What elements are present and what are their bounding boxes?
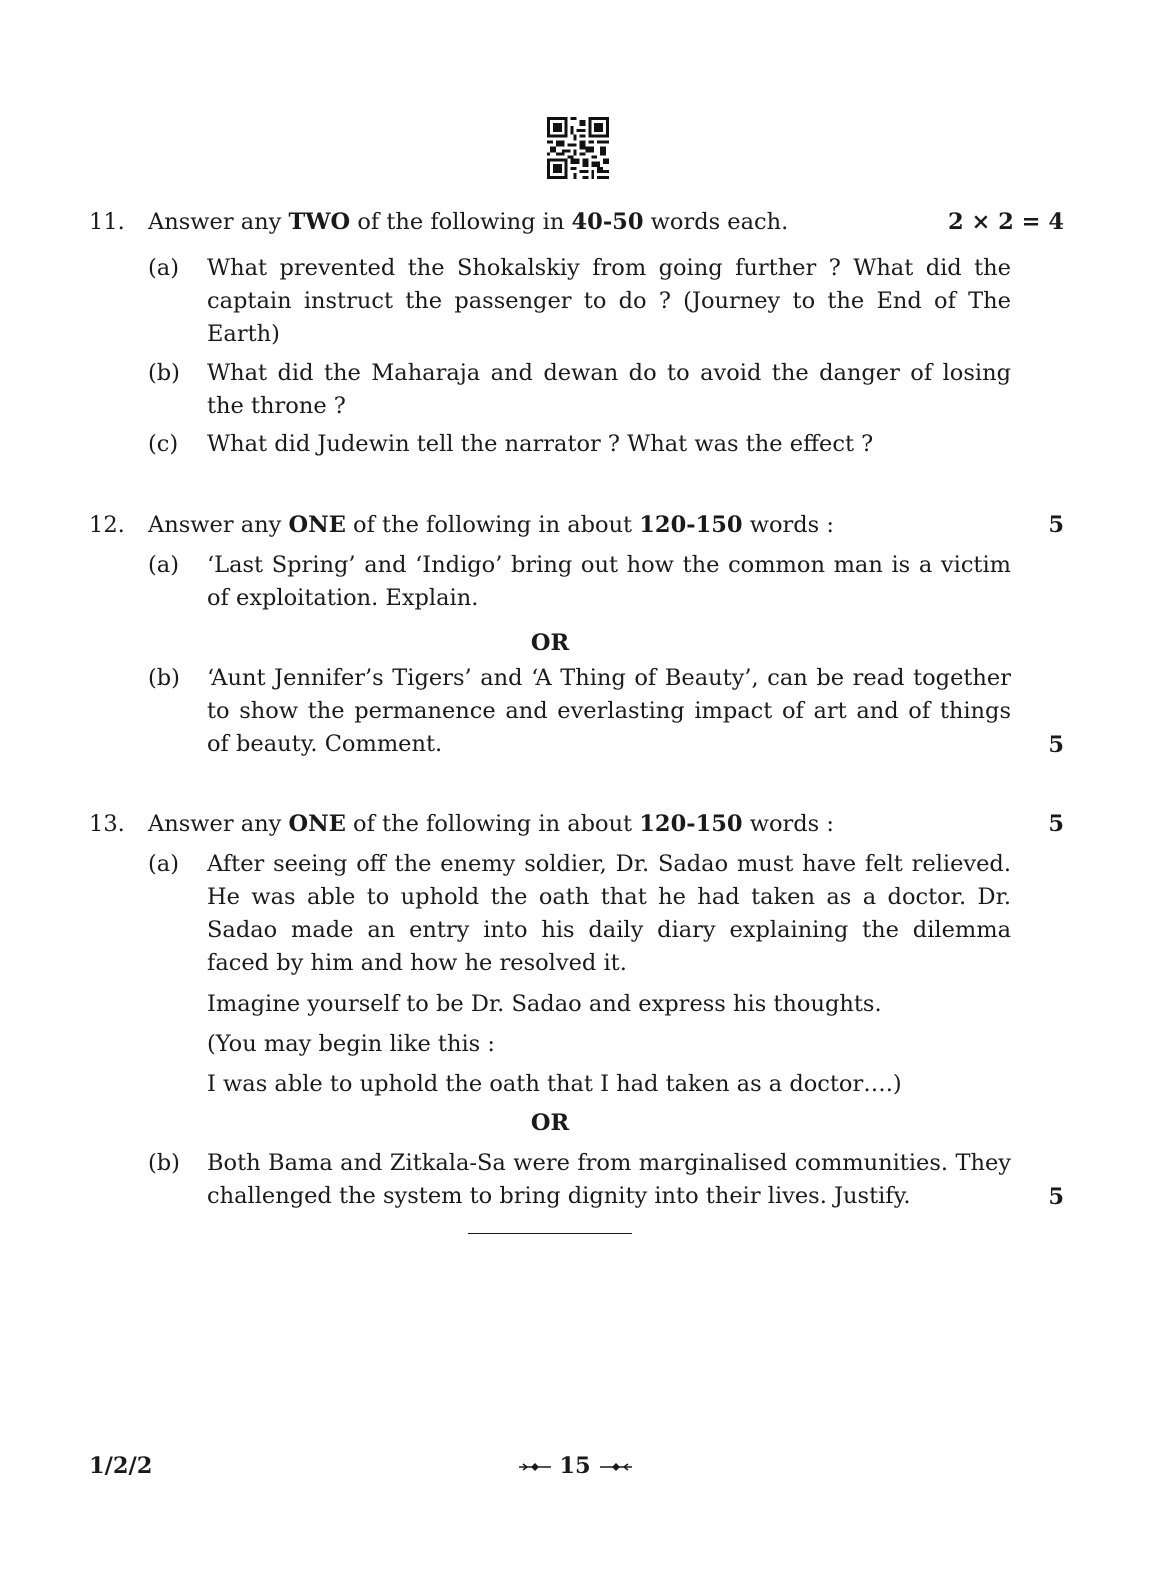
q13-part-b-text: Both Bama and Zitkala-Sa were from marginalised communities. They challenged the system to bring dignity into their lives. Justify.: [207, 1150, 1011, 1209]
q13-or: OR: [530, 1110, 570, 1136]
q11-part-b-label: (b): [148, 360, 180, 386]
q12-or: OR: [530, 630, 570, 656]
q13-part-a-label: (a): [148, 851, 179, 877]
q11-part-c-text: What did Judewin tell the narrator ? What was the effect ?: [207, 431, 874, 457]
q13-number: 13.: [89, 811, 125, 837]
q13-marks: 5: [1048, 811, 1064, 837]
q13-part-a-begin-note: (You may begin like this :: [207, 1031, 495, 1057]
q13-part-b-marks: 5: [1048, 1184, 1064, 1210]
end-rule: [468, 1233, 632, 1234]
q11-part-a-label: (a): [148, 255, 179, 281]
page-ornament-icon: [599, 1461, 633, 1473]
q12-part-b-text: ‘Aunt Jennifer’s Tigers’ and ‘A Thing of Beauty’, can be read together to show the permanence and everlasting impact of art and of things of beauty. Comment.: [207, 665, 1011, 757]
page-number: 15: [559, 1453, 591, 1479]
page-ornament-icon: [518, 1461, 552, 1473]
q11-part-a-text: What prevented the Shokalskiy from going further ? What did the captain instruct the passenger to do ? (Journey to the End of The Earth): [207, 255, 1011, 347]
q12-part-a-text: ‘Last Spring’ and ‘Indigo’ bring out how the common man is a victim of exploitation. Explain.: [207, 552, 1011, 611]
q13-part-b-label: (b): [148, 1150, 180, 1176]
qr-code-icon: [547, 117, 609, 179]
q12-part-b-marks: 5: [1048, 732, 1064, 758]
page-number-group: [510, 1450, 640, 1483]
paper-code: 1/2/2: [89, 1453, 153, 1479]
q13-part-a-begin-line: I was able to uphold the oath that I had taken as a doctor….): [207, 1071, 902, 1097]
q12-marks: 5: [1048, 512, 1064, 538]
q11-instruction: Answer any TWO of the following in 40-50 words each.: [148, 209, 789, 235]
q13-instruction: Answer any ONE of the following in about 120-150 words :: [148, 811, 834, 837]
q13-part-a-instruction: Imagine yourself to be Dr. Sadao and express his thoughts.: [207, 991, 882, 1017]
q13-part-a-text: After seeing off the enemy soldier, Dr. Sadao must have felt relieved. He was able to uphold the oath that he had taken as a doctor. Dr. Sadao made an entry into his daily diary explaining the dilemma faced by him and how he resolved it.: [207, 851, 1011, 976]
q11-number: 11.: [89, 209, 125, 235]
q12-part-a-label: (a): [148, 552, 179, 578]
q11-marks: 2 × 2 = 4: [947, 209, 1064, 235]
q12-instruction: Answer any ONE of the following in about 120-150 words :: [148, 512, 834, 538]
q11-part-c-label: (c): [148, 431, 179, 457]
q12-number: 12.: [89, 512, 125, 538]
q11-part-b-text: What did the Maharaja and dewan do to avoid the danger of losing the throne ?: [207, 360, 1011, 419]
q12-part-b-label: (b): [148, 665, 180, 691]
